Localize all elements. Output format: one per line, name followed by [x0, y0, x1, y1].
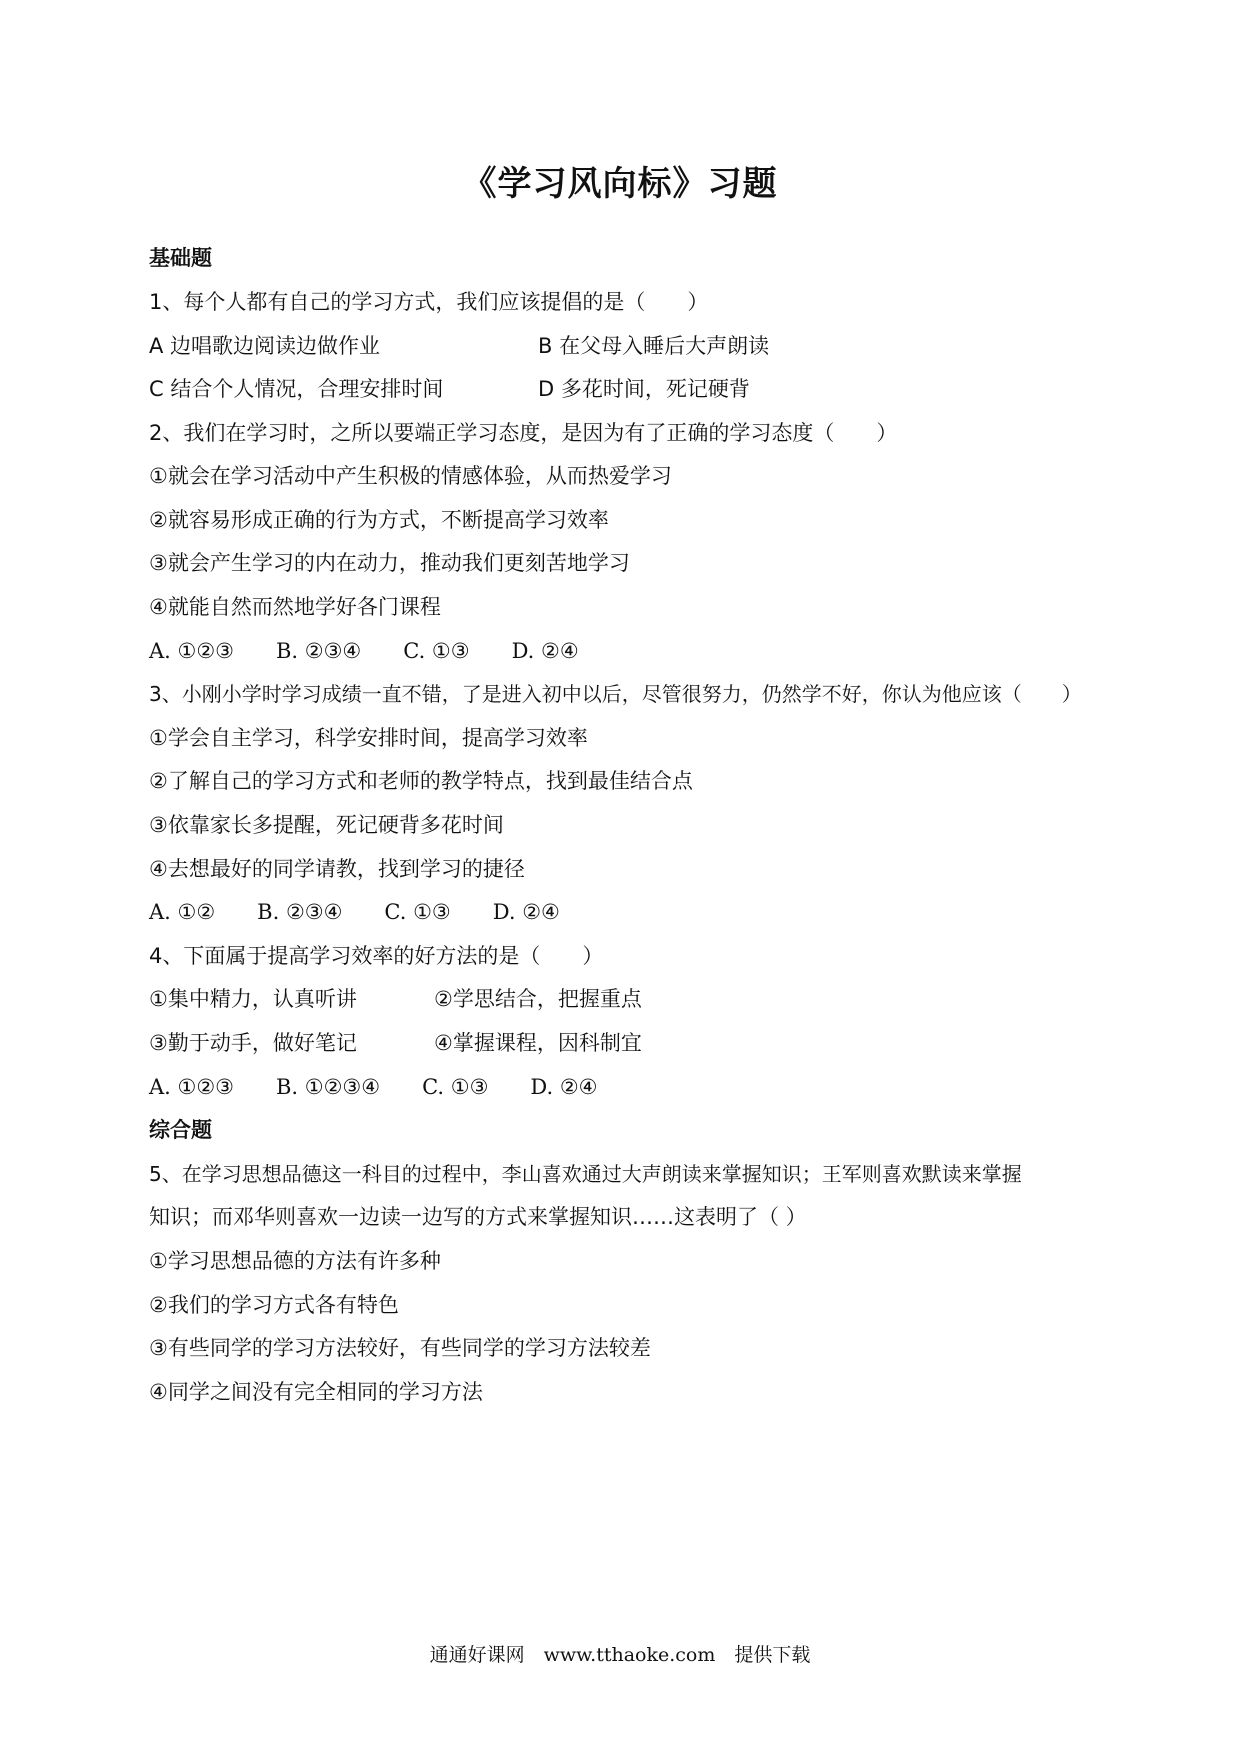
question-2-options: A. ①②③ B. ②③④ C. ①③ D. ②④ [149, 639, 579, 663]
question-3-item-2: ②了解自己的学习方式和老师的教学特点，找到最佳结合点 [149, 769, 693, 793]
question-4-item-1: ①集中精力，认真听讲 [149, 987, 357, 1011]
question-3-item-4: ④去想最好的同学请教，找到学习的捷径 [149, 857, 525, 881]
question-4-item-4: ④掌握课程，因科制宜 [434, 1031, 642, 1055]
question-2-stem: 2、我们在学习时，之所以要端正学习态度，是因为有了正确的学习态度（ ） [149, 421, 898, 445]
question-4-item-3: ③勤于动手，做好笔记 [149, 1031, 357, 1055]
footer-source: 通通好课网 www.tthaoke.com 提供下载 [429, 1644, 811, 1666]
question-4-stem: 4、下面属于提高学习效率的好方法的是（ ） [149, 944, 604, 968]
section-heading-comprehensive: 综合题 [149, 1118, 212, 1142]
question-3-stem: 3、小刚小学时学习成绩一直不错，了是进入初中以后，尽管很努力，仍然学不好，你认为他应该（ ） [149, 682, 1082, 706]
question-4-row-1 [149, 985, 642, 1013]
question-1-option-c: C 结合个人情况，合理安排时间 [149, 377, 444, 401]
question-5-item-1: ①学习思想品德的方法有许多种 [149, 1249, 441, 1273]
section-heading-basic: 基础题 [149, 246, 212, 270]
question-4-item-2: ②学思结合，把握重点 [434, 987, 642, 1011]
question-3-item-3: ③依靠家长多提醒，死记硬背多花时间 [149, 813, 504, 837]
question-2-item-1: ①就会在学习活动中产生积极的情感体验，从而热爱学习 [149, 464, 672, 488]
page-title: 《学习风向标》习题 [462, 164, 778, 204]
question-1-option-a: A 边唱歌边阅读边做作业 [149, 334, 381, 358]
question-5-stem-line-1: 5、在学习思想品德这一科目的过程中，李山喜欢通过大声朗读来掌握知识；王军则喜欢默读来掌握 [149, 1162, 1022, 1186]
question-2-item-3: ③就会产生学习的内在动力，推动我们更刻苦地学习 [149, 551, 630, 575]
question-2-item-4: ④就能自然而然地学好各门课程 [149, 595, 441, 619]
question-2-item-2: ②就容易形成正确的行为方式，不断提高学习效率 [149, 508, 609, 532]
question-1-stem: 1、每个人都有自己的学习方式，我们应该提倡的是（ ） [149, 290, 709, 314]
question-1-option-b: B 在父母入睡后大声朗读 [538, 334, 770, 358]
question-4-row-2 [149, 1029, 642, 1057]
question-1-options-row1 [149, 332, 770, 360]
question-1-option-d: D 多花时间，死记硬背 [538, 377, 750, 401]
question-4-options: A. ①②③ B. ①②③④ C. ①③ D. ②④ [149, 1075, 598, 1099]
question-3-item-1: ①学会自主学习，科学安排时间，提高学习效率 [149, 726, 588, 750]
question-3-options: A. ①② B. ②③④ C. ①③ D. ②④ [149, 900, 560, 924]
question-5-item-2: ②我们的学习方式各有特色 [149, 1293, 399, 1317]
question-5-item-4: ④同学之间没有完全相同的学习方法 [149, 1380, 483, 1404]
question-1-options-row2 [149, 375, 750, 403]
question-5-item-3: ③有些同学的学习方法较好，有些同学的学习方法较差 [149, 1336, 651, 1360]
question-5-stem-line-2: 知识；而邓华则喜欢一边读一边写的方式来掌握知识……这表明了（ ） [149, 1205, 807, 1229]
